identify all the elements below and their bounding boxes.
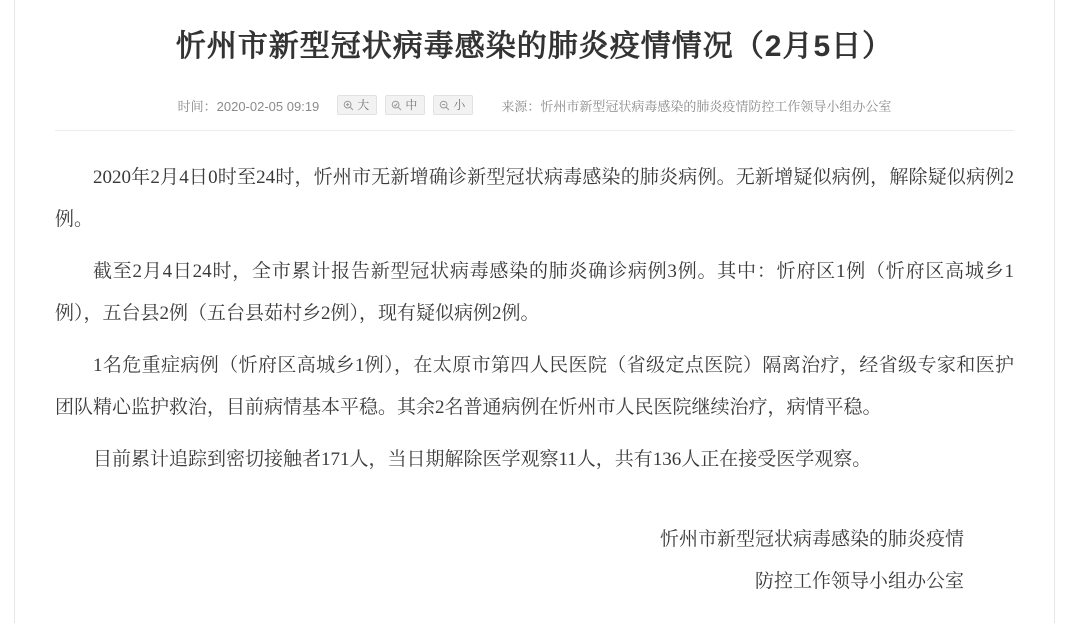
article-paragraph: 目前累计追踪到密切接触者171人，当日期解除医学观察11人，共有136人正在接受医学观察。 bbox=[93, 449, 872, 470]
article-body bbox=[55, 157, 1014, 481]
article-signature bbox=[55, 519, 1014, 603]
magnifier-medium-icon bbox=[391, 100, 402, 111]
font-size-small-button[interactable] bbox=[433, 95, 473, 115]
article-paragraph: 1名危重症病例（忻府区高城乡1例），在太原市第四人民医院（省级定点医院）隔离治疗，经省级专家和医护团队精心监护救治，目前病情基本平稳。其余2名普通病例在忻州市人民医院继续治疗，病情平稳。 bbox=[55, 355, 1014, 418]
page-title: 忻州市新型冠状病毒感染的肺炎疫情情况（2月5日） bbox=[175, 30, 894, 63]
magnifier-plus-icon bbox=[343, 100, 354, 111]
font-size-medium-label: 中 bbox=[405, 98, 418, 112]
publish-time: 时间：2020-02-05 09:19 bbox=[177, 98, 320, 114]
font-size-large-label: 大 bbox=[357, 98, 370, 112]
article-paragraph: 截至2月4日24时，全市累计报告新型冠状病毒感染的肺炎确诊病例3例。其中：忻府区1例（忻府区高城乡1例），五台县2例（五台县茹村乡2例），现有疑似病例2例。 bbox=[55, 261, 1014, 324]
font-size-controls bbox=[337, 95, 473, 115]
font-size-large-button[interactable] bbox=[337, 95, 377, 115]
magnifier-minus-icon bbox=[439, 100, 450, 111]
article-paragraph: 2020年2月4日0时至24时，忻州市无新增确诊新型冠状病毒感染的肺炎病例。无新增疑似病例，解除疑似病例2例。 bbox=[55, 167, 1014, 230]
page-right-rule bbox=[1054, 0, 1055, 623]
font-size-medium-button[interactable] bbox=[385, 95, 425, 115]
article-meta bbox=[55, 88, 1014, 131]
signature-line: 防控工作领导小组办公室 bbox=[754, 571, 964, 592]
article-container bbox=[15, 0, 1054, 623]
article-source: 来源：忻州市新型冠状病毒感染的肺炎疫情防控工作领导小组办公室 bbox=[501, 98, 892, 114]
signature-line: 忻州市新型冠状病毒感染的肺炎疫情 bbox=[659, 529, 964, 550]
font-size-small-label: 小 bbox=[453, 98, 466, 112]
